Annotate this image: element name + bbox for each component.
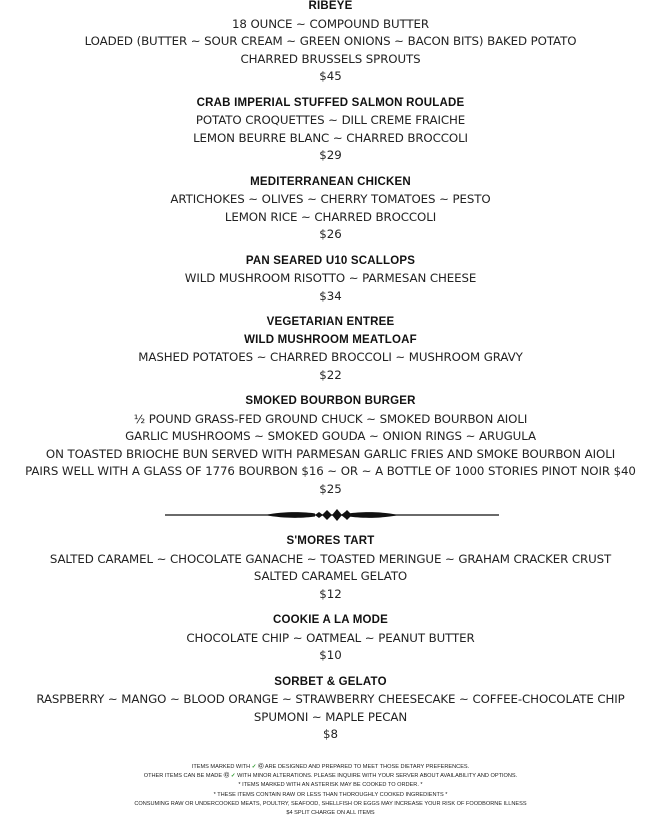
item-description: CHOCOLATE CHIP ~ OATMEAL ~ PEANUT BUTTER <box>186 630 475 645</box>
item-description: CHARRED BRUSSELS SPROUTS <box>240 51 421 66</box>
item-price: $25 <box>319 481 342 496</box>
menu-item <box>0 533 661 603</box>
footer-line-4: * THESE ITEMS CONTAIN RAW OR LESS THAN THOROUGHLY COOKED INGREDIENTS * <box>213 791 448 798</box>
item-name: COOKIE A LA MODE <box>272 614 388 626</box>
item-description: LEMON BEURRE BLANC ~ CHARRED BROCCOLI <box>193 130 468 145</box>
menu-item <box>0 674 661 744</box>
ornamental-divider <box>165 508 499 522</box>
item-price: $8 <box>322 727 338 741</box>
item-name: VEGETARIAN ENTREE <box>266 316 395 328</box>
item-description: POTATO CROQUETTES ~ DILL CREME FRAICHE <box>195 113 466 127</box>
item-description: GARLIC MUSHROOMS ~ SMOKED GOUDA ~ ONION RINGS ~ ARUGULA <box>125 429 536 443</box>
vegetarian-check-icon: ✓ <box>251 764 257 770</box>
item-description: ½ POUND GRASS-FED GROUND CHUCK ~ SMOKED BOURBON AIOLI <box>133 411 528 426</box>
footer-line-1 <box>0 763 661 772</box>
item-description: RASPBERRY ~ MANGO ~ BLOOD ORANGE ~ STRAWBERRY CHEESECAKE ~ COFFEE-CHOCOLATE CHIP <box>36 692 625 706</box>
gluten-free-icon: Ⓖ <box>223 773 230 780</box>
menu-item <box>0 393 661 498</box>
item-price: $45 <box>319 69 342 83</box>
menu-item <box>0 174 661 244</box>
item-description: WILD MUSHROOM RISOTTO ~ PARMESAN CHEESE <box>184 271 477 285</box>
gluten-free-icon: Ⓖ <box>258 764 264 770</box>
dietary-footer <box>0 763 661 818</box>
item-description: 18 OUNCE ~ COMPOUND BUTTER <box>232 16 429 31</box>
footer-text: ITEMS MARKED WITH <box>191 764 251 770</box>
item-price: $34 <box>319 288 342 303</box>
item-description: ON TOASTED BRIOCHE BUN SERVED WITH PARMESAN GARLIC FRIES AND SMOKE BOURBON AIOLI <box>45 446 616 461</box>
item-description: LEMON RICE ~ CHARRED BROCCOLI <box>224 209 437 224</box>
item-description: SALTED CARAMEL GELATO <box>253 569 408 583</box>
item-name: S'MORES TART <box>286 535 375 547</box>
item-price: $12 <box>319 586 342 601</box>
item-name: SMOKED BOURBON BURGER <box>245 395 416 407</box>
footer-line-3: * ITEMS MARKED WITH AN ASTERISK MAY BE COOKED TO ORDER. * <box>238 782 423 789</box>
item-subname: WILD MUSHROOM MEATLOAF <box>244 333 417 346</box>
item-description: SPUMONI ~ MAPLE PECAN <box>253 709 408 724</box>
menu-item <box>0 95 661 165</box>
footer-line-2 <box>0 772 661 781</box>
menu-item <box>0 0 661 86</box>
item-name: CRAB IMPERIAL STUFFED SALMON ROULADE <box>196 96 465 109</box>
menu-item <box>0 253 661 306</box>
item-price: $10 <box>319 648 342 662</box>
item-description: SALTED CARAMEL ~ CHOCOLATE GANACHE ~ TOASTED MERINGUE ~ GRAHAM CRACKER CRUST <box>49 551 612 566</box>
footer-line-5: CONSUMING RAW OR UNDERCOOKED MEATS, POULTRY, SEAFOOD, SHELLFISH OR EGGS MAY INCREASE YOUR RISK OF FOODBORNE ILLNESS <box>134 800 527 807</box>
item-price: $22 <box>319 367 342 382</box>
item-name: MEDITERRANEAN CHICKEN <box>250 175 411 188</box>
desserts-section <box>0 533 661 744</box>
item-price: $29 <box>319 148 342 162</box>
item-description: PAIRS WELL WITH A GLASS OF 1776 BOURBON $16 ~ OR ~ A BOTTLE OF 1000 STORIES PINOT NOIR $40 <box>25 464 636 478</box>
footer-text: OTHER ITEMS CAN BE MADE <box>143 773 223 780</box>
footer-text: WITH MINOR ALTERATIONS. PLEASE INQUIRE WITH YOUR SERVER ABOUT AVAILABILITY AND OPTIONS. <box>237 773 518 780</box>
item-description: MASHED POTATOES ~ CHARRED BROCCOLI ~ MUSHROOM GRAVY <box>138 350 523 364</box>
item-name: PAN SEARED U10 SCALLOPS <box>245 254 416 267</box>
footer-line-6: $4 SPLIT CHARGE ON ALL ITEMS <box>286 810 375 817</box>
item-description: ARTICHOKES ~ OLIVES ~ CHERRY TOMATOES ~ PESTO <box>170 192 491 206</box>
desserts-wrapper <box>0 533 661 744</box>
item-name: SORBET & GELATO <box>274 675 387 688</box>
item-price: $26 <box>319 227 342 241</box>
item-name: RIBEYE <box>308 0 353 12</box>
footer-text: ARE DESIGNED AND PREPARED TO MEET THOSE DIETARY PREFERENCES. <box>264 764 470 770</box>
menu-item <box>0 612 661 665</box>
menu-item <box>0 314 661 384</box>
vegetarian-check-icon: ✓ <box>230 773 236 780</box>
item-description: LOADED (BUTTER ~ SOUR CREAM ~ GREEN ONIONS ~ BACON BITS) BAKED POTATO <box>84 34 577 48</box>
